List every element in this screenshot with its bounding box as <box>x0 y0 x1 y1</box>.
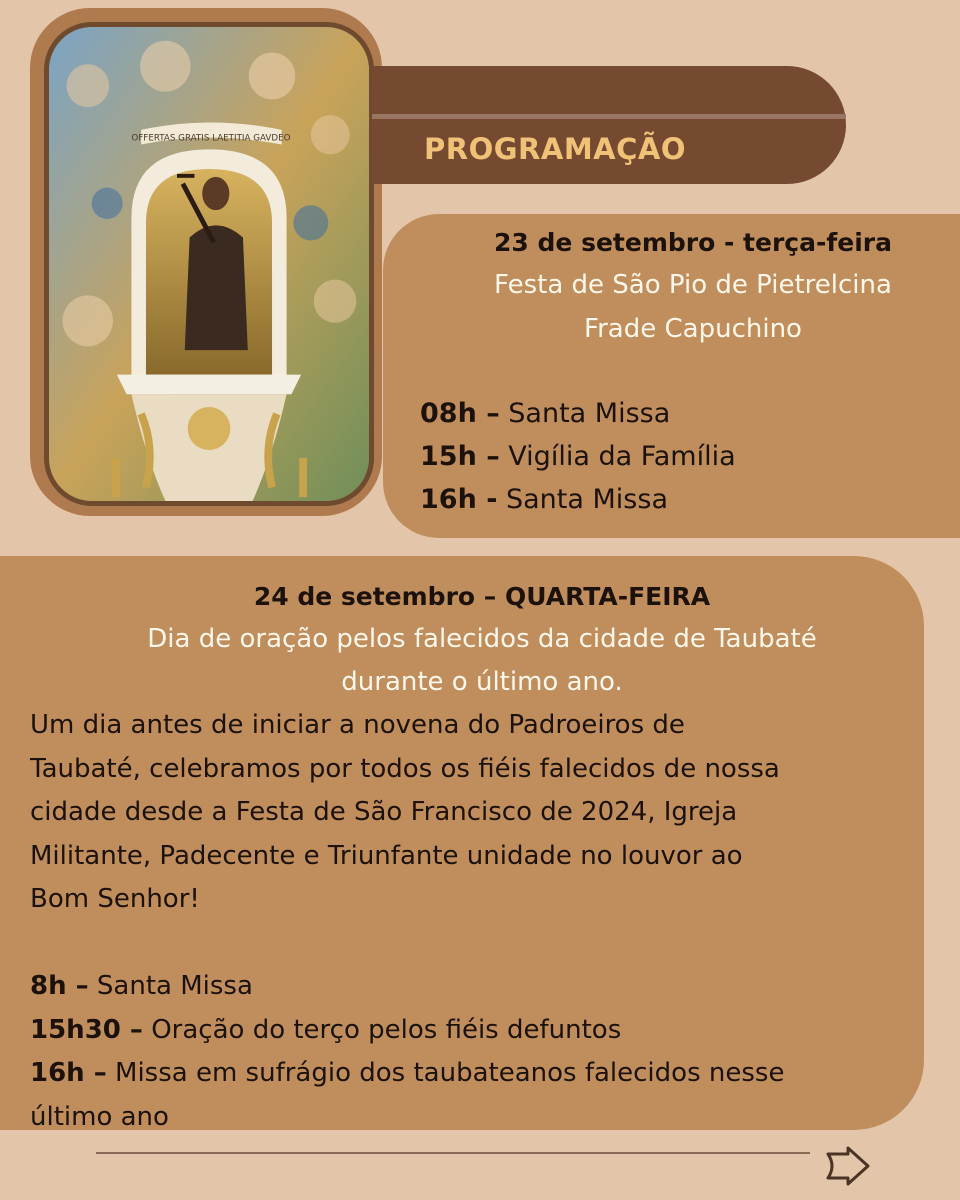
day1-feast-line2: Frade Capuchino <box>584 314 802 344</box>
day2-schedule-item <box>30 1052 910 1096</box>
footer-divider <box>96 1152 810 1154</box>
page-title: PROGRAMAÇÃO <box>424 132 686 166</box>
day2-schedule-item <box>30 965 910 1009</box>
schedule-continuation: último ano <box>30 1101 169 1132</box>
description-line: Bom Senhor! <box>30 884 200 914</box>
day1-feast-line1: Festa de São Pio de Pietrelcina <box>494 270 892 300</box>
schedule-time: 08h – <box>420 398 500 429</box>
schedule-event: Vigília da Família <box>508 441 736 472</box>
schedule-time: 15h30 – <box>30 1014 143 1045</box>
schedule-time: 16h - <box>420 484 498 515</box>
description-line: cidade desde a Festa de São Francisco de 2024, Igreja <box>30 797 738 827</box>
schedule-time: 16h – <box>30 1058 107 1088</box>
schedule-event: Missa em sufrágio dos taubateanos falecidos nesse <box>115 1058 785 1088</box>
next-arrow-icon[interactable] <box>822 1146 874 1186</box>
schedule-time: 15h – <box>420 441 500 472</box>
day2-date: 24 de setembro – QUARTA-FEIRA <box>253 582 711 611</box>
schedule-event: Santa Missa <box>508 398 671 429</box>
day2-description <box>30 704 910 1139</box>
day2-intention-line2: durante o último ano. <box>341 667 623 697</box>
description-line: Militante, Padecente e Triunfante unidade no louvor ao <box>30 840 743 871</box>
day1-schedule-item <box>420 441 736 472</box>
schedule-event: Santa Missa <box>96 971 253 1001</box>
description-line: Taubaté, celebramos por todos os fiéis falecidos de nossa <box>30 753 780 784</box>
day1-schedule-item <box>420 398 670 429</box>
saint-statue-photo <box>44 22 374 506</box>
day2-intention-line1: Dia de oração pelos falecidos da cidade de Taubaté <box>147 624 817 654</box>
svg-text:OFFERTAS GRATIS LAETITIA GAVDE: OFFERTAS GRATIS LAETITIA GAVDEO <box>131 133 291 144</box>
schedule-event: Santa Missa <box>506 484 668 515</box>
description-line: Um dia antes de iniciar a novena do Padroeiros de <box>30 710 685 740</box>
schedule-time: 8h – <box>30 971 89 1001</box>
title-bar <box>372 66 846 184</box>
schedule-event: Oração do terço pelos fiéis defuntos <box>151 1014 622 1045</box>
day1-schedule-item <box>420 484 668 515</box>
title-divider <box>372 114 846 119</box>
day1-date: 23 de setembro - terça-feira <box>494 228 892 257</box>
day2-schedule-item <box>30 1009 910 1053</box>
